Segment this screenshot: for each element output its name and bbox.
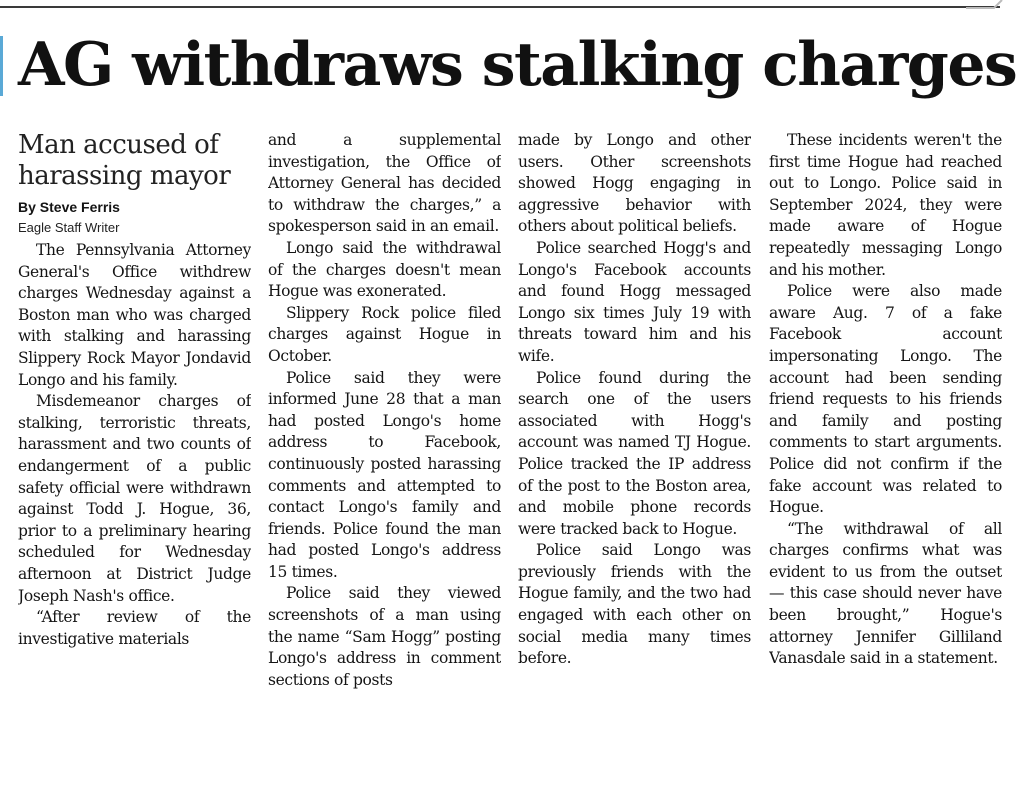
paragraph: Police searched Hogg's and Longo's Facebook accounts and found Hogg messaged Longo six times July 19 with threats toward him and his wife. — [518, 238, 751, 365]
paragraph: Police were also made aware Aug. 7 of a fake Facebook account impersonating Longo. The account had been sending friend requests to his friends and family and posting comments to start arguments. Police did not confirm if the fake account was related to Hogue. — [769, 282, 1002, 517]
column-1 — [18, 130, 251, 790]
byline: By Steve Ferris — [18, 199, 120, 215]
paragraph: Police said they were informed June 28 that a man had posted Longo's home address to Facebook, continuously posted harassing comments and attempted to contact Longo's family and friends. Police found the man had posted Longo's address 15 times. — [268, 368, 501, 581]
paragraph: The Pennsylvania Attorney General's Office withdrew charges Wednesday against a Boston man who was charged with stalking and harassing Slippery Rock Mayor Jondavid Longo and his family. — [18, 241, 251, 389]
top-rule — [0, 6, 1000, 8]
headline: AG withdraws stalking charges — [18, 30, 1017, 100]
article-body — [18, 130, 1004, 790]
paragraph: “After review of the investigative materials — [18, 608, 251, 648]
paragraph: made by Longo and other users. Other screenshots showed Hogg engaging in aggressive behavior with others about political beliefs. — [518, 131, 751, 236]
paragraph: Slippery Rock police filed charges against Hogue in October. — [268, 303, 501, 365]
section-marker — [0, 36, 3, 96]
paragraph: Police said they viewed screenshots of a man using the name “Sam Hogg” posting Longo's address in comment sections of posts — [268, 584, 501, 689]
paragraph: Police said Longo was previously friends with the Hogue family, and the two had engaged with each other on social media many times before. — [518, 541, 751, 668]
paragraph: and a supplemental investigation, the Office of Attorney General has decided to withdraw the charges,” a spokesperson said in an email. — [268, 131, 501, 236]
paragraph: “The withdrawal of all charges confirms what was evident to us from the outset — this case should never have been brought,” Hogue's attorney Jennifer Gilliland Vanasdale said in a statement. — [769, 519, 1002, 668]
staff-writer: Eagle Staff Writer — [18, 220, 120, 235]
paragraph: Longo said the withdrawal of the charges doesn't mean Hogue was exonerated. — [268, 238, 501, 301]
paragraph: Misdemeanor charges of stalking, terroristic threats, harassment and two counts of endangerment of a public safety official were withdrawn against Todd J. Hogue, 36, prior to a preliminary hearing scheduled for Wednesday afternoon at District Judge Joseph Nash's office. — [18, 392, 251, 605]
paragraph: Police found during the search one of the users associated with Hogg's account was named TJ Hogue. Police tracked the IP address of the post to the Boston area, and mobile phone records were tracked back to Hogue. — [518, 368, 751, 538]
column-3 — [518, 130, 751, 790]
page-curl-icon — [964, 0, 1004, 10]
column-4 — [769, 130, 1002, 790]
deck: Man accused of harassing mayor — [18, 130, 231, 191]
column-2 — [268, 130, 501, 790]
paragraph: These incidents weren't the first time Hogue had reached out to Longo. Police said in September 2024, they were made aware of Hogue repeatedly messaging Longo and his mother. — [769, 131, 1002, 279]
